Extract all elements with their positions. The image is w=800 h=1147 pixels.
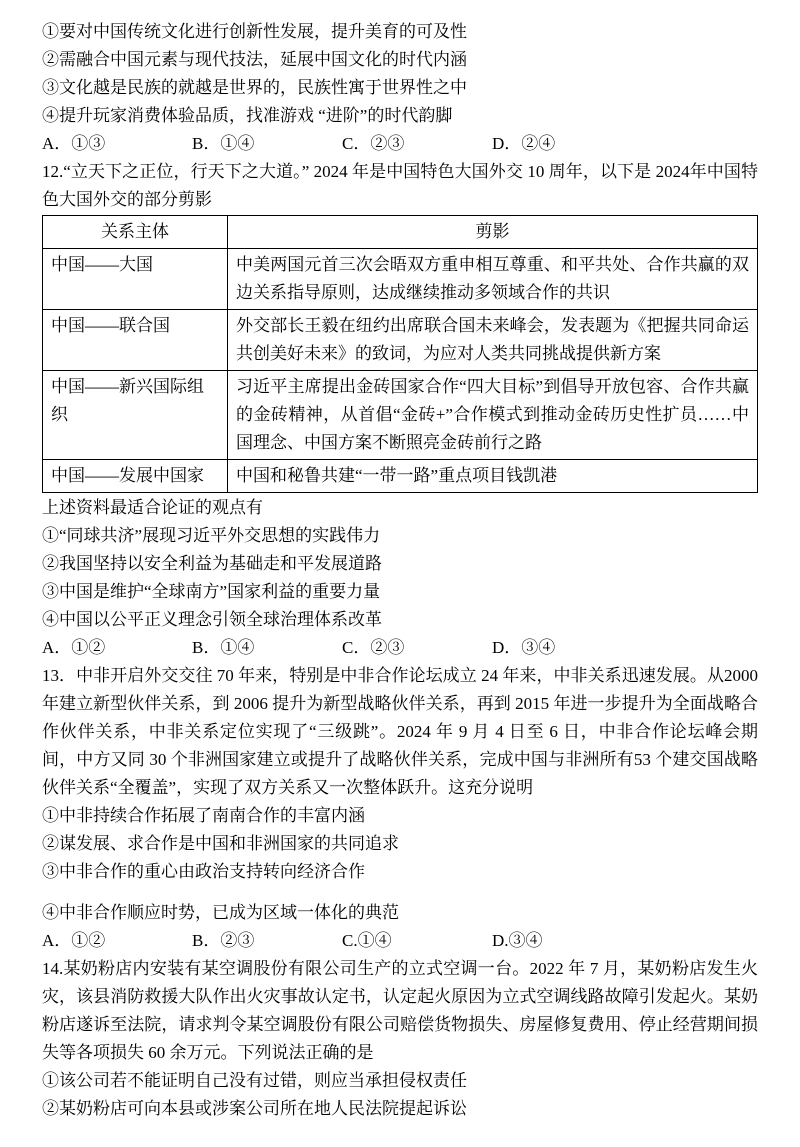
q12-answer-c: C．②③ bbox=[342, 638, 405, 657]
table-row bbox=[43, 310, 758, 371]
table-cell-detail: 中国和秘鲁共建“一带一路”重点项目钱凯港 bbox=[228, 460, 758, 493]
table-cell-detail: 外交部长王毅在纽约出席联合国未来峰会，发表题为《把握共同命运 共创美好未来》的致词，为应对人类共同挑战提供新方案 bbox=[228, 310, 758, 371]
table-cell-detail: 习近平主席提出金砖国家合作“四大目标”到倡导开放包容、合作共赢的金砖精神，从首倡“金砖+”合作模式到推动金砖历史性扩员……中国理念、中国方案不断照亮金砖前行之路 bbox=[228, 371, 758, 460]
q13-option-4: ④中非合作顺应时势，已成为区域一体化的典范 bbox=[42, 903, 399, 922]
q12-option-4: ④中国以公平正义理念引领全球治理体系改革 bbox=[42, 610, 382, 629]
q11-answer-a: A．①③ bbox=[42, 134, 106, 153]
q13-stem: 13．中非开启外交交往 70 年来，特别是中非合作论坛成立 24 年来，中非关系迅速发展。从2000 年建立新型伙伴关系，到 2006 提升为新型战略伙伴关系，再到 2015 年进一步提升为全面战略合作伙伴关系，中非关系定位实现了“三级跳”。2024 年 9 月 4 日至 6 日，中非合作论坛峰会期间，中方又同 30 个非洲国家建立或提升了战略伙伴关系，完成中国与非洲所有53 个建交国战略伙伴关系“全覆盖”，实现了双方关系又一次整体跃升。这充分说明 bbox=[42, 666, 758, 797]
q12-option-1: ①“同球共济”展现习近平外交思想的实践伟力 bbox=[42, 526, 381, 545]
q12-lead: 上述资料最适合论证的观点有 bbox=[42, 498, 263, 517]
table-cell-subject: 中国——联合国 bbox=[43, 310, 228, 371]
q14-option-1: ①该公司若不能证明自己没有过错，则应当承担侵权责任 bbox=[42, 1071, 467, 1090]
q11-answer-row bbox=[42, 130, 758, 158]
q12-answer-a: A．①② bbox=[42, 638, 106, 657]
q11-option-1: ①要对中国传统文化进行创新性发展，提升美育的可及性 bbox=[42, 22, 467, 41]
q11-answer-b: B．①④ bbox=[192, 134, 255, 153]
q13-option-1: ①中非持续合作拓展了南南合作的丰富内涵 bbox=[42, 806, 365, 825]
q12-option-3: ③中国是维护“全球南方”国家利益的重要力量 bbox=[42, 582, 381, 601]
q12-answer-row bbox=[42, 634, 758, 662]
q12-table bbox=[42, 215, 758, 493]
q13-option-3: ③中非合作的重心由政治支持转向经济合作 bbox=[42, 862, 365, 881]
q13-answer-b: B．②③ bbox=[192, 931, 255, 950]
q11-answer-c: C．②③ bbox=[342, 134, 405, 153]
q11-option-4: ④提升玩家消费体验品质，找准游戏 “进阶”的时代韵脚 bbox=[42, 106, 453, 125]
q13-answer-row bbox=[42, 927, 758, 955]
table-cell-subject: 中国——发展中国家 bbox=[43, 460, 228, 493]
q11-answer-d: D．②④ bbox=[492, 134, 556, 153]
q13-answer-a: A．①② bbox=[42, 931, 106, 950]
table-header-subject: 关系主体 bbox=[43, 216, 228, 249]
table-header-row bbox=[43, 216, 758, 249]
q12-answer-d: D．③④ bbox=[492, 638, 556, 657]
table-cell-subject: 中国——新兴国际组织 bbox=[43, 371, 228, 460]
table-cell-detail: 中美两国元首三次会晤双方重申相互尊重、和平共处、合作共赢的双边关系指导原则，达成继续推动多领域合作的共识 bbox=[228, 249, 758, 310]
table-cell-subject: 中国——大国 bbox=[43, 249, 228, 310]
q13-answer-c: C.①④ bbox=[342, 931, 392, 950]
q12-option-2: ②我国坚持以安全利益为基础走和平发展道路 bbox=[42, 554, 382, 573]
q11-option-2: ②需融合中国元素与现代技法，延展中国文化的时代内涵 bbox=[42, 50, 467, 69]
q14-stem: 14.某奶粉店内安装有某空调股份有限公司生产的立式空调一台。2022 年 7 月，某奶粉店发生火灾，该县消防救援大队作出火灾事故认定书，认定起火原因为立式空调线路故障引发起火。某奶粉店遂诉至法院，请求判令某空调股份有限公司赔偿货物损失、房屋修复费用、停止经营期间损失等各项损失 60 余万元。下列说法正确的是 bbox=[42, 959, 758, 1062]
q12-answer-b: B．①④ bbox=[192, 638, 255, 657]
q12-stem: 12.“立天下之正位，行天下之大道。” 2024 年是中国特色大国外交 10 周年，以下是 2024年中国特色大国外交的部分剪影 bbox=[42, 162, 758, 209]
q11-option-3: ③文化越是民族的就越是世界的，民族性寓于世界性之中 bbox=[42, 78, 467, 97]
table-row bbox=[43, 460, 758, 493]
table-row bbox=[43, 249, 758, 310]
q13-answer-d: D.③④ bbox=[492, 931, 543, 950]
table-row bbox=[43, 371, 758, 460]
q13-option-2: ②谋发展、求合作是中国和非洲国家的共同追求 bbox=[42, 834, 399, 853]
table-header-detail: 剪影 bbox=[228, 216, 758, 249]
q14-option-2: ②某奶粉店可向本县或涉案公司所在地人民法院提起诉讼 bbox=[42, 1099, 467, 1118]
